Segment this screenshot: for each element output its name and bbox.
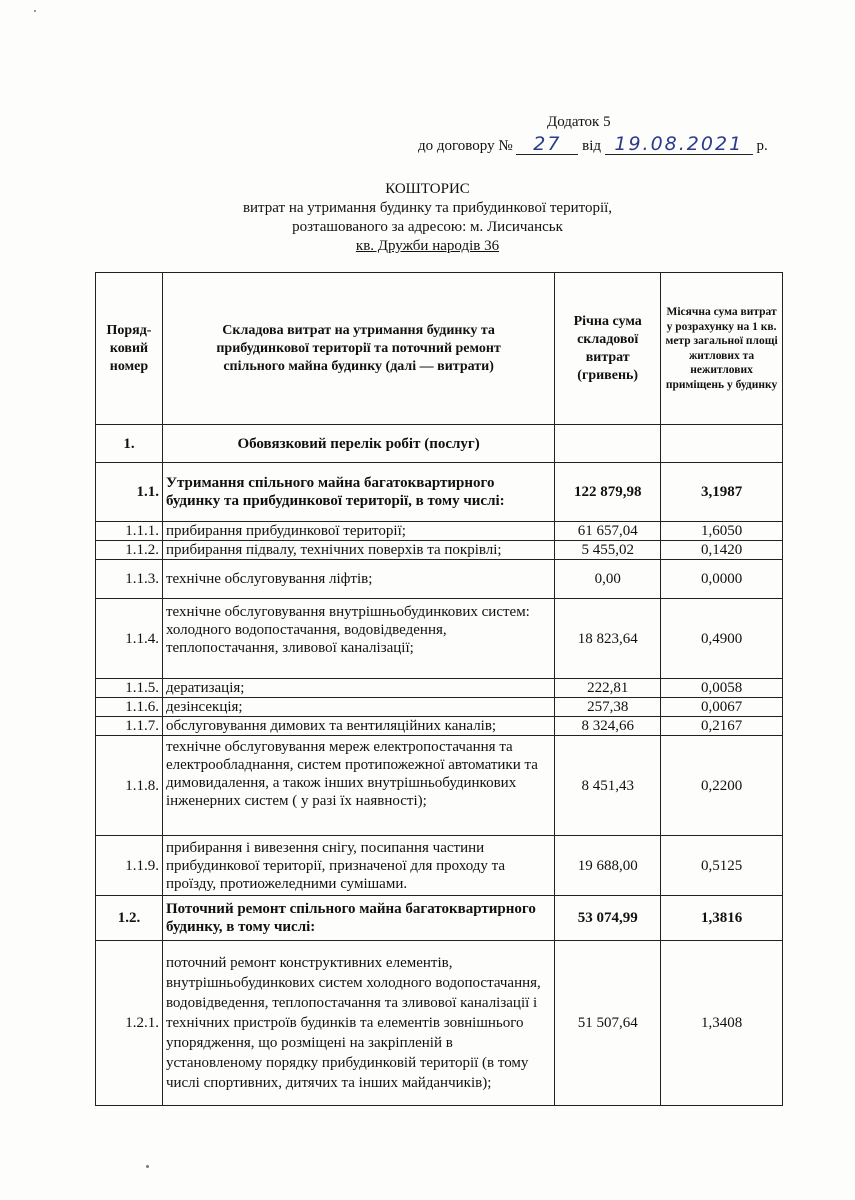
col-header-monthly: Місячна сума витрат у розрахунку на 1 кв. метр загальної площі житлових та нежитлових приміщень у будинку xyxy=(661,273,783,425)
row-label: поточний ремонт конструктивних елементів, внутрішньобудинкових систем холодного водопостачання, водовідведення, теплопостачання та зливової каналізації і технічних пристроїв будинків та елементів зовнішнього упорядження, що розміщені на закріпленій в установленому порядку прибудинковій території (в тому числі спортивних, дитячих та інших майданчиків); xyxy=(162,941,554,1106)
document-title: КОШТОРИС xyxy=(385,181,470,197)
table-row xyxy=(96,941,783,1106)
row-annual: 0,00 xyxy=(555,560,661,599)
contract-prefix: до договору № xyxy=(418,138,513,154)
row-number: 1.1.4. xyxy=(96,599,163,679)
table-row xyxy=(96,541,783,560)
row-number: 1.1.8. xyxy=(96,736,163,836)
row-label: обслуговування димових та вентиляційних каналів; xyxy=(162,717,554,736)
row-label: дезінсекція; xyxy=(162,698,554,717)
table-row xyxy=(96,836,783,896)
table-row xyxy=(96,698,783,717)
row-annual: 18 823,64 xyxy=(555,599,661,679)
contract-number: 27 xyxy=(516,134,578,155)
date-prefix: від xyxy=(582,138,602,154)
row-monthly: 1,6050 xyxy=(661,522,783,541)
header-line-2: розташованого за адресою: м. Лисичанськ xyxy=(292,219,563,235)
row-number: 1.1.3. xyxy=(96,560,163,599)
table-row xyxy=(96,679,783,698)
row-label: технічне обслуговування внутрішньобудинкових систем: холодного водопостачання, водовідведення, теплопостачання, зливової каналізації; xyxy=(162,599,554,679)
row-label: прибирання підвалу, технічних поверхів та покрівлі; xyxy=(162,541,554,560)
address-line: кв. Дружби народів 36 xyxy=(355,238,500,254)
row-monthly: 0,1420 xyxy=(661,541,783,560)
row-label: технічне обслуговування мереж електропостачання та електрообладнання, систем протипожежної автоматики та димовидалення, а також інших внутрішньобудинкових інженерних систем ( у разі їх наявності); xyxy=(162,736,554,836)
table-header-row xyxy=(96,273,783,425)
row-monthly: 0,0067 xyxy=(661,698,783,717)
col-header-number: Поряд-ковий номер xyxy=(96,273,163,425)
contract-line xyxy=(418,134,768,155)
row-annual: 122 879,98 xyxy=(555,463,661,522)
row-annual: 19 688,00 xyxy=(555,836,661,896)
header-line-1: витрат на утримання будинку та прибудинкової території, xyxy=(242,200,613,216)
section-label: Обовязковий перелік робіт (послуг) xyxy=(162,425,554,463)
row-monthly: 0,0058 xyxy=(661,679,783,698)
table-row xyxy=(96,736,783,836)
row-annual: 61 657,04 xyxy=(555,522,661,541)
row-annual: 222,81 xyxy=(555,679,661,698)
row-monthly: 0,0000 xyxy=(661,560,783,599)
scan-speck xyxy=(146,1165,149,1168)
row-label: прибирання прибудинкової території; xyxy=(162,522,554,541)
row-label: технічне обслуговування ліфтів; xyxy=(162,560,554,599)
table-row xyxy=(96,560,783,599)
table-row xyxy=(96,463,783,522)
row-monthly: 1,3408 xyxy=(661,941,783,1106)
row-number: 1.1. xyxy=(96,463,163,522)
table-row xyxy=(96,717,783,736)
row-number: 1.1.7. xyxy=(96,717,163,736)
row-label: дератизація; xyxy=(162,679,554,698)
row-label: Поточний ремонт спільного майна багатоквартирного будинку, в тому числі: xyxy=(162,896,554,941)
table-row xyxy=(96,896,783,941)
col-header-annual: Річна сума складової витрат (гривень) xyxy=(555,273,661,425)
row-number: 1.1.6. xyxy=(96,698,163,717)
row-monthly: 0,2167 xyxy=(661,717,783,736)
date-suffix: р. xyxy=(756,138,768,154)
row-monthly: 0,4900 xyxy=(661,599,783,679)
estimate-header xyxy=(0,180,855,256)
row-monthly: 0,2200 xyxy=(661,736,783,836)
empty-cell xyxy=(555,425,661,463)
row-monthly: 1,3816 xyxy=(661,896,783,941)
section-number: 1. xyxy=(96,425,163,463)
row-number: 1.1.1. xyxy=(96,522,163,541)
row-annual: 8 451,43 xyxy=(555,736,661,836)
estimate-table xyxy=(95,272,783,1106)
row-monthly: 0,5125 xyxy=(661,836,783,896)
row-annual: 51 507,64 xyxy=(555,941,661,1106)
row-annual: 257,38 xyxy=(555,698,661,717)
contract-date: 19.08.2021 xyxy=(605,134,753,155)
table-row xyxy=(96,522,783,541)
row-number: 1.1.2. xyxy=(96,541,163,560)
annex-title: Додаток 5 xyxy=(547,114,611,130)
table-row xyxy=(96,599,783,679)
row-number: 1.2. xyxy=(96,896,163,941)
empty-cell xyxy=(661,425,783,463)
row-annual: 5 455,02 xyxy=(555,541,661,560)
row-number: 1.1.5. xyxy=(96,679,163,698)
section-row xyxy=(96,425,783,463)
row-annual: 53 074,99 xyxy=(555,896,661,941)
col-header-item: Складова витрат на утримання будинку та прибудинкової території та поточний ремонт спільного майна будинку (далі — витрати) xyxy=(162,273,554,425)
row-number: 1.1.9. xyxy=(96,836,163,896)
row-label: Утримання спільного майна багатоквартирного будинку та прибудинкової території, в тому числі: xyxy=(162,463,554,522)
row-monthly: 3,1987 xyxy=(661,463,783,522)
row-number: 1.2.1. xyxy=(96,941,163,1106)
row-label: прибирання і вивезення снігу, посипання частини прибудинкової території, призначеної для проходу та проїзду, протиожеледними сумішами. xyxy=(162,836,554,896)
scan-speck xyxy=(34,10,36,12)
row-annual: 8 324,66 xyxy=(555,717,661,736)
